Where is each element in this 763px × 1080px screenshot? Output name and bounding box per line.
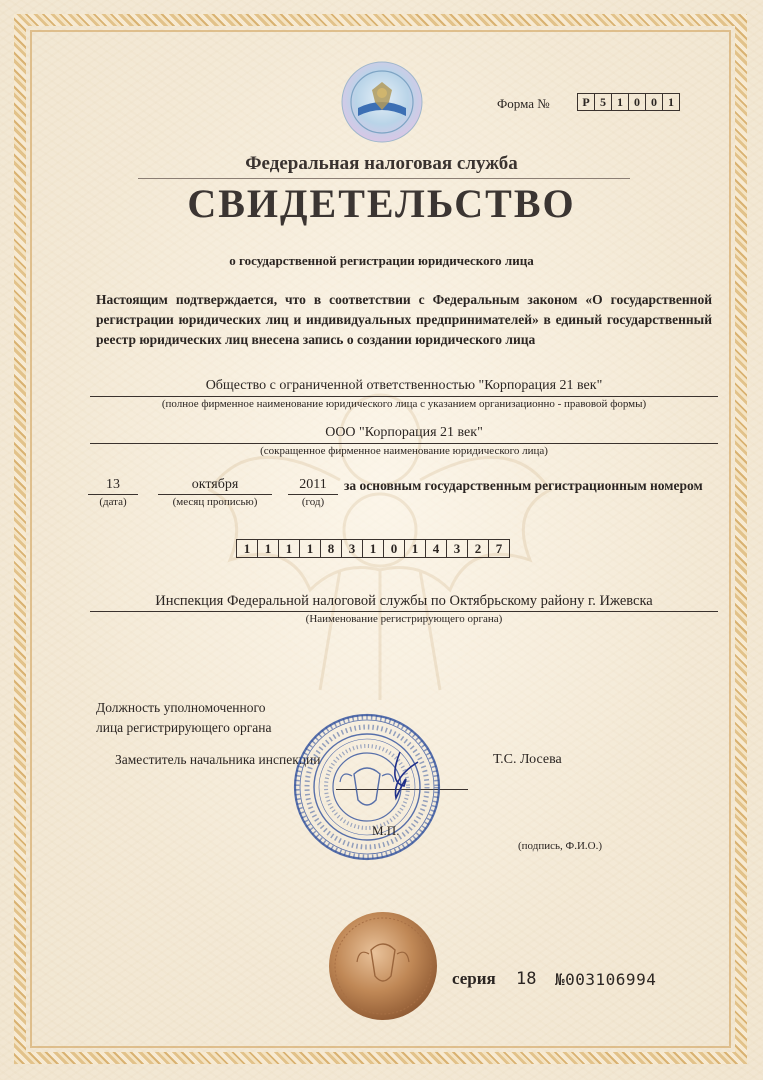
form-number-boxes [578, 93, 680, 111]
signature-caption: (подпись, Ф.И.О.) [518, 840, 602, 852]
certificate-number: №003106994 [555, 970, 657, 989]
ogrn-digit: 1 [362, 539, 384, 558]
form-code-cell: 1 [611, 93, 629, 111]
company-short-name-line [90, 443, 718, 444]
position-label-line2: лица регистрирующего органа [96, 720, 272, 735]
ogrn-digit: 1 [278, 539, 300, 558]
company-short-name: ООО "Корпорация 21 век" [325, 425, 483, 440]
agency-name: Федеральная налоговая служба [245, 153, 518, 174]
registration-year-caption: (год) [301, 496, 325, 508]
ogrn-digit: 0 [383, 539, 405, 558]
registration-month: октября [191, 477, 239, 492]
registering-authority-line [90, 611, 718, 612]
ogrn-digit: 1 [404, 539, 426, 558]
ogrn-digit: 1 [236, 539, 258, 558]
gold-seal-icon [327, 910, 439, 1022]
form-code-cell: 5 [594, 93, 612, 111]
form-code-cell: 0 [645, 93, 663, 111]
series-label: серия [452, 969, 496, 988]
series-value: 18 [516, 969, 537, 989]
position-label [96, 698, 271, 738]
certificate-subtitle: о государственной регистрации юридического лица [229, 253, 534, 268]
form-number-label: Форма № [497, 96, 550, 111]
ogrn-digit: 7 [488, 539, 510, 558]
ogrn-digit: 4 [425, 539, 447, 558]
registration-month-caption: (месяц прописью) [172, 496, 258, 508]
ogrn-boxes [237, 539, 510, 558]
form-code-cell: 0 [628, 93, 646, 111]
company-short-name-caption: (сокращенное фирменное наименование юридического лица) [260, 445, 548, 457]
registering-authority-caption: (Наименование регистрирующего органа) [305, 613, 503, 625]
registration-month-line [158, 494, 272, 495]
signer-name: Т.С. Лосева [493, 752, 562, 767]
agency-underline [138, 178, 630, 179]
official-stamp-icon [292, 712, 442, 862]
form-code-cell: Р [577, 93, 595, 111]
company-full-name: Общество с ограниченной ответственностью "Корпорация 21 век" [205, 378, 603, 393]
ogrn-digit: 1 [257, 539, 279, 558]
ogrn-digit: 8 [320, 539, 342, 558]
ogrn-digit: 1 [299, 539, 321, 558]
registration-year: 2011 [299, 477, 327, 492]
stamp-place-mark: М.П. [372, 823, 400, 838]
registration-day-caption: (дата) [99, 496, 127, 508]
fns-emblem-icon [340, 60, 424, 144]
registration-year-line [288, 494, 338, 495]
company-full-name-line [90, 396, 718, 397]
registering-authority: Инспекция Федеральной налоговой службы по Октябрьскому району г. Ижевска [155, 593, 653, 609]
ogrn-digit: 3 [341, 539, 363, 558]
registration-day: 13 [106, 477, 120, 492]
certificate-title: СВИДЕТЕЛЬСТВО [187, 181, 576, 226]
company-full-name-caption: (полное фирменное наименование юридического лица с указанием организационно - правовой формы) [161, 398, 647, 410]
form-code-cell: 1 [662, 93, 680, 111]
position-label-line1: Должность уполномоченного [96, 700, 266, 715]
statement-text: Настоящим подтверждается, что в соответствии с Федеральным законом «О государственной регистрации юридических лиц и индивидуальных предпринимателей» в единый государственный реестр юридических лиц внесена запись о создании юридического лица [96, 292, 712, 347]
ogrn-digit: 2 [467, 539, 489, 558]
ogrn-digit: 3 [446, 539, 468, 558]
ogrn-label: за основным государственным регистрационным номером [344, 478, 703, 493]
registration-day-line [88, 494, 138, 495]
signer-position: Заместитель начальника инспекции [115, 752, 321, 767]
